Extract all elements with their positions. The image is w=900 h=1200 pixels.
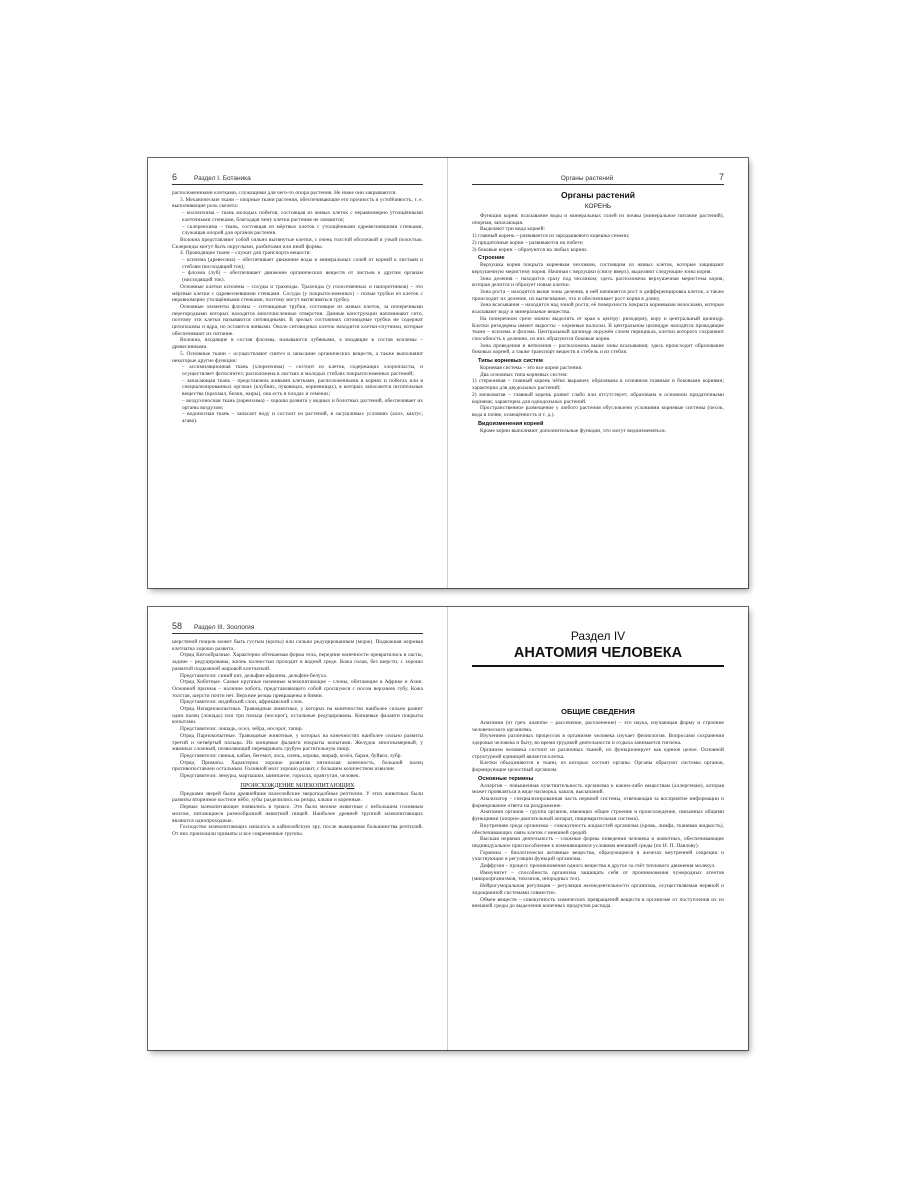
paragraph: Отряд Приматы. Характерна хорошо развитая пятипалая конечность, большой палец противопоставлен остальным. Головной мозг хорошо развит, с большим количеством извилин. (172, 759, 423, 773)
list-item: – водоносная ткань – запасает воду и состоит из растений, в засушливых условиях (алоэ, кактус, агава). (182, 411, 423, 424)
page-7 (448, 158, 748, 588)
running-header (172, 621, 423, 634)
section-heading: ПРОИСХОЖДЕНИЕ МЛЕКОПИТАЮЩИХ (240, 782, 355, 789)
paragraph: Выделяют три вида корней: (480, 226, 546, 233)
general-info-title: ОБЩИЕ СВЕДЕНИЯ (561, 707, 635, 716)
paragraph: Клетки объединяются в ткани, из которых состоят органы. Органы образуют системы органов, формирующие целостный организм. (472, 760, 724, 773)
part-label: Раздел IV (570, 629, 626, 643)
paragraph: Аллергия – повышенная чувствительность организма к каким-либо веществам (аллергенам), которая может проявляться в виде насморка, кашля, высыпаний. (472, 782, 724, 796)
page-number: 6 (172, 172, 178, 182)
paragraph: На поперечном срезе можно выделить от края к центру: ризодерму, кору и центральный цилиндр. Клетки ризодермы имеют выросты – корневые волоски. В центральном цилиндре находятся проводящие ткани – ксилема и флоэма. Центральный цилиндр окружён слоем перицикла, клетки которого сохраняют способность к делению, из них образуются боковые корни. (472, 315, 724, 342)
paragraph: Организм человека состоит из различных тканей, их функционирует как единое целое. Основной структурной единицей является клетка. (472, 746, 724, 760)
paragraph: Отряд Хоботные. Самые крупные наземные млекопитающие – слоны, обитающие в Африке и Азии. Основной признак – наличие хобота, представляющего собой сросшуюся с носом верхнюю губу. Кожа толстая, шерсти почти нет. Верхние резцы превращены в бивни. (172, 679, 423, 699)
paragraph: Представители: лошадь, осел, зебра, носорог, тапир. (180, 726, 303, 733)
paragraph: Обмен веществ – совокупность химических превращений веществ в организме от поступления их из внешней среды до выделения конечных продуктов распада. (472, 896, 724, 910)
paragraph: 3. Механические ткани – опорные ткани растения, обеспечивающие его прочность и устойчивость, т. е. выполняющие роль скелета: (172, 196, 423, 210)
list-item: – колленхима – ткань молодых побегов, состоящая из живых клеток с неравномерно утолщёнными клеточными стенками, благодаря чему клетки растения не ломаются; (182, 210, 423, 223)
running-head-section: Раздел III. Зоология (194, 624, 255, 631)
book-spread-anatomy (148, 607, 748, 1050)
running-head-section: Органы растений (560, 175, 614, 182)
paragraph: Высшая нервная деятельность – сложные формы поведения человека и животных, обеспечивающие индивидуальное приспособление к изменяющимся условиям внешней среды (по И. П. Павлову). (472, 836, 724, 849)
running-header (172, 172, 423, 185)
paragraph: Первые млекопитающие появились в триасе. Это были мелкие животные с небольшим головным мозгом, питающиеся разнообразной животной пищей. Наиболее древней группой млекопитающих являются однопроходные. (172, 804, 423, 824)
paragraph: Представители: синий кит, дельфин-афалина, дельфин-белуха. (180, 672, 328, 679)
chapter-title: Органы растений (561, 190, 635, 200)
running-head-section: Раздел I. Ботаника (194, 175, 251, 182)
paragraph: Внутренняя среда организма – совокупность жидкостей организма (кровь, лимфа, тканевая жидкость), обеспечивающих связь клеток с внешней средой. (472, 822, 724, 836)
paragraph: Отряд Непарнокопытные. Травоядные животные, у которых на конечностях наиболее сильно развит один палец (лошадь) или три пальца (носорог), остальные редуцированы. Концевые фаланги покрыты копытами. (172, 706, 423, 726)
paragraph: 2) придаточные корни – развиваются на побеге; (472, 239, 584, 246)
list-item: – склеренхима – ткань, состоящая из мёртвых клеток с утолщёнными одревесневшими стенками, служащая опорой для органов растения. (182, 223, 423, 237)
list-item: – запасающая ткань – представлена живыми клетками, расположенными в корнях и побегах или в специализированных органах (клубнях, луковицах, корневищах), в которых запасаются питательные вещества (крахмал, белки, жиры), она есть в плодах и семенах; (182, 377, 423, 398)
running-header (472, 172, 724, 185)
paragraph: Волокна представляют собой сильно вытянутые клетки, с очень толстой оболочкой и узкой полостью. Склереиды могут быть округлыми, разбитыми или иной формы. (172, 236, 423, 250)
paragraph: 3) боковые корни – образуются на любых корнях. (472, 246, 589, 253)
section-title: КОРЕНЬ (584, 203, 612, 210)
list-item: – флоэма (луб) – обеспечивает движение органических веществ от листьев к другим органам (нисходящий ток). (182, 270, 423, 284)
paragraph: Функции корня: всасывание воды и минеральных солей из почвы (минеральное питание растений), опорная, запасающая. (472, 213, 724, 226)
paragraph: Отряд Китообразные. Характерна обтекаемая форма тела, передние конечности превратились в ласты, задние – редуцированы, жизнь полностью проходит в водной среде. Кожа голая, без шерсти, с хорошо развитой подкожной жировой клетчаткой. (172, 652, 423, 672)
paragraph: Зона всасывания – находится над зоной роста; её поверхность покрыта корневыми волосками, которые всасывают воду и минеральные вещества. (472, 302, 724, 316)
paragraph: шерстяной покров может быть густым (кроты) или сильно редуцированным (морж). Подкожная жировая клетчатка хорошо развита. (172, 639, 423, 652)
paragraph: Представители: лемуры, мартышки, шимпанзе, горилла, орангутан, человек. (180, 773, 360, 780)
page-body (172, 639, 423, 838)
paragraph: Пространственное размещение у любого растения обусловлено условиями корневые системы (песок, вода в почве, освещённость и т. д.). (472, 405, 724, 418)
paragraph: Диффузия – процесс проникновения одного вещества в другое за счёт теплового движения молекул. (480, 863, 716, 870)
paragraph: расположенными клетками, служащими для чего-то опора растения. Не ниже они закрываются. (172, 190, 397, 196)
subheading: Основные термины (478, 775, 534, 782)
list-item: – воздухоносная ткань (аэренхима) – хорошо развита у водных и болотных растений, обеспечивает их органы воздухом; (182, 397, 423, 411)
page-part-opener (448, 607, 748, 1050)
page-58 (148, 607, 448, 1050)
page-body (172, 190, 423, 425)
paragraph: Зона роста – находится выше зоны деления, в ней начинается рост и дифференцировка клеток, а также происходит их деление, их вытягивание, что и обеспечивает рост корня в длину. (472, 289, 724, 302)
paragraph: Верхушка корня покрыта корневым чехликом, состоящим из живых клеток, которые защищают верхушечную меристему корня. Начиная с верхушки (снизу вверх), выделяют следующие зоны корня. (472, 262, 724, 275)
page-6 (148, 158, 448, 588)
paragraph: Нейрогуморальная регуляция – регуляция жизнедеятельности организма, осуществляемая нервной и эндокринной системами совместно. (472, 883, 724, 896)
paragraph: Господство млекопитающих началось в кайнозойскую эру, после вымирания большинства рептилий. От них произошли приматы и все современные группы. (172, 824, 423, 837)
paragraph: 1) стержневая – главный корень чётко выражен; образована в основном главным и боковыми корнями; характерна для двудольных растений; (472, 378, 724, 392)
subheading: Типы корневых систем (478, 358, 543, 365)
list-item: – ксилема (древесина) – обеспечивает движение воды и минеральных солей от корней к листьям и стеблям (восходящий ток); (182, 257, 423, 270)
paragraph: Кроме корни выполняют дополнительные функции, что могут видоизменяться. (480, 427, 667, 434)
paragraph: Предками зверей были древнейшие палеозойские звероподобные рептилии. У этих животных были развиты вторичное костное нёбо, зубы разделились на резцы, клыки и коренные. (172, 790, 423, 804)
paragraph: 1) главный корень – развивается из зародышевого корешка семени; (472, 233, 630, 240)
paragraph: Корневая система – это все корни растения. (480, 365, 583, 372)
subheading: Видоизменения корней (478, 420, 544, 427)
page-number: 58 (172, 621, 183, 631)
paragraph: 4. Проводящие ткани – служат для транспорта веществ: (180, 250, 311, 257)
paragraph: 2) мочковатая – главный корень развит слабо или отсутствует; образована в основном придаточными корнями; характерна для однодольных растений. (472, 391, 724, 405)
book-spread-botany (148, 158, 748, 588)
part-heading (472, 629, 724, 667)
paragraph: Зона деления – находится сразу под чехликом; здесь расположена верхушечная меристема корня, которая делится и образует новые клетки. (472, 275, 724, 289)
paragraph: Иммунитет – способность организма защищать себя от проникновения чужеродных агентов (микроорганизмов, токсинов, инородных тел). (472, 869, 724, 883)
paragraph: Изучением различных процессов в организме человека изучает физиология. Вопросами сохранения здоровья человека и быту, во время трудовой деятельности и отдыха занимается гигиена. (472, 733, 724, 747)
subheading: Строение (478, 255, 505, 262)
paragraph: Анатомия (от греч. anatome – рассечение, расчленение) – это наука, изучающая форму и строение человеческого организма. (472, 720, 724, 733)
part-title: АНАТОМИЯ ЧЕЛОВЕКА (472, 645, 724, 667)
page-body (472, 213, 724, 434)
paragraph: Два основных типа корневых систем: (480, 371, 568, 378)
spacer (472, 667, 724, 705)
paragraph: Гормоны – биологически активные вещества, образующиеся в железах внутренней секреции и участвующие в регуляции функций организма. (472, 849, 724, 863)
paragraph: Анатомия органов – группа органов, имеющих общее строение и происхождение, связанных общими функциями (опорно-двигательный аппарат, пищеварительная система). (472, 809, 724, 823)
paragraph: 5. Основные ткани – осуществляют синтез и запасание органических веществ, а также выполняют некоторые другие функции: (172, 350, 423, 364)
page-number: 7 (718, 172, 724, 182)
paragraph: Волокна, входящие в состав флоэмы, называются лубяными, а входящие в состав ксилемы – древесинными. (172, 337, 423, 351)
paragraph: Основные клетки ксилемы – сосуды и трахеиды. Трахеиды (у голосеменных и папоротников) – это мёртвые клетки с одревесневшими стенками. Сосуды (у покрытосеменных) – полые трубки из клеток с неравномерно утолщёнными стенками, поэтому могут вытягиваться трубку. (172, 283, 423, 304)
paragraph: Представители: индийский слон, африканский слон. (180, 699, 304, 706)
paragraph: Отряд Парнокопытные. Травоядные животные, у которых на конечностях наиболее сильно развиты третий и четвёртый пальцы. Их концевые фаланги покрыты копытами. Желудок многокамерный, у жвачных сложный, позволяющий переваривать грубую растительную пищу. (172, 732, 423, 753)
paragraph: Основные элементы флоэмы – ситовидные трубки, состоящие из живых клеток, за поперечными перегородками которых находятся многочисленные отверстия. Данные конструкции напоминают сито, поэтому эти клетки называются ситовидными. В зрелых состояниях ситовидные трубки не содержат цитоплазмы и ядра, но остаются живыми. Около ситовидных клеток находятся клетки-спутники, которые обеспечивают их питание. (172, 303, 423, 337)
list-item: – ассимиляционная ткань (хлоренхима) – состоит из клеток, содержащих хлоропласты, и осуществляет фотосинтез; расположена в листьях и молодых стеблях покрытосеменных растений; (182, 364, 423, 377)
paragraph: Зона проведения и ветвления – расположена выше зоны всасывания; здесь происходит образование боковых корней, а также транспорт веществ в стебель и из стебля. (472, 342, 724, 356)
paragraph: Анализатор – специализированная часть нервной системы, отвечающая за восприятие информации и формирование ответа на раздражение. (472, 796, 724, 809)
paragraph: Представители: свинья, кабан, бегемот, лось, олень, корова, жираф, козёл, баран, буйвол, зубр. (180, 752, 402, 759)
page-body (472, 720, 724, 910)
